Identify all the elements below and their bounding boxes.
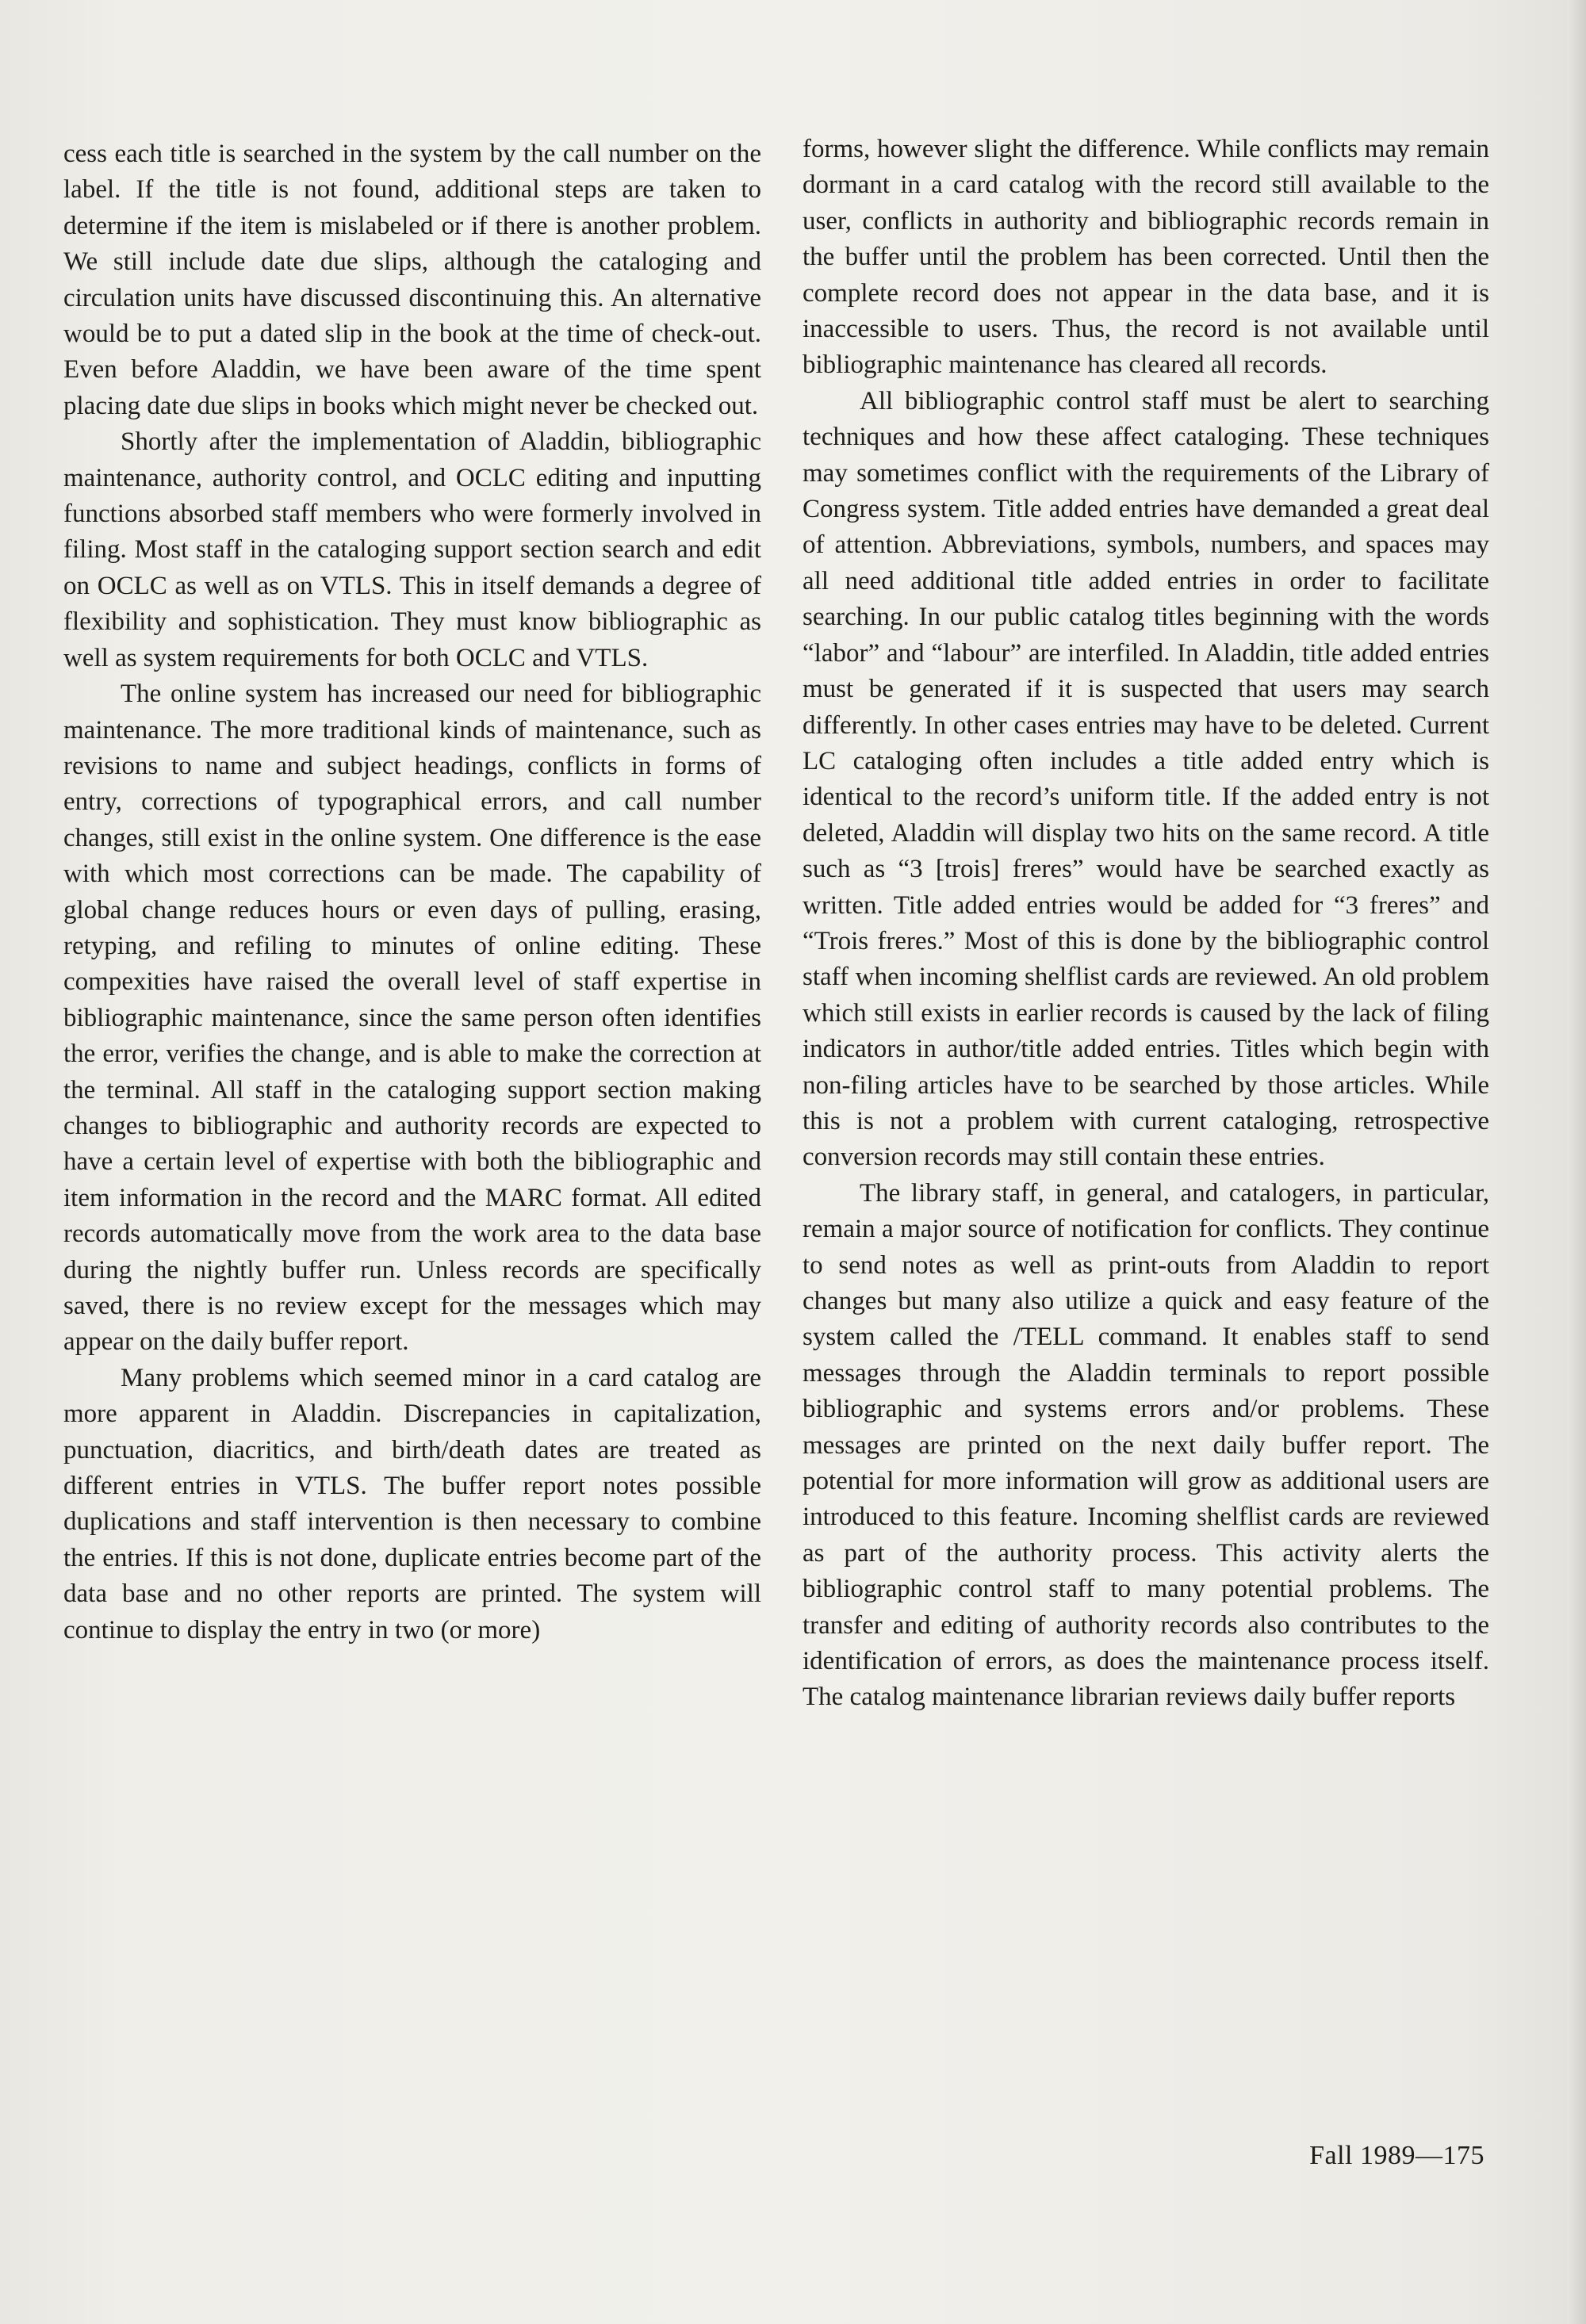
paragraph: The library staff, in general, and catalogers, in particular, remain a major source of notification for conflicts. They continue to send notes as well as print-outs from Aladdin to report changes but many also utilize a quick and easy feature of the system called the /TELL command. It enables staff to send messages through the Aladdin terminals to report possible bibliographic and systems errors and/or problems. These messages are printed on the next daily buffer report. The potential for more information will grow as additional users are introduced to this feature. Incoming shelflist cards are reviewed as part of the authority process. This activity alerts the bibliographic control staff to many potential problems. The transfer and editing of authority records also contributes to the identification of errors, as does the maintenance process itself. The catalog maintenance librarian reviews daily buffer reports (803, 1178, 1489, 1712)
page-folio: Fall 1989—175 (1309, 2141, 1484, 2170)
paragraph: forms, however slight the difference. While conflicts may remain dormant in a card catalog with the record still available to the user, conflicts in authority and bibliographic records remain in the buffer until the problem has been corrected. Until then the complete record does not appear in the data base, and it is inaccessible to users. Thus, the record is not available until bibliographic maintenance has cleared all records. (803, 135, 1489, 380)
page-edge (1567, 0, 1586, 2324)
paragraph: Many problems which seemed minor in a card catalog are more apparent in Aladdin. Discrepancies in capitalization, punctuation, diacritics, and birth/death dates are treated as different entries in VTLS. The buffer report notes possible duplications and staff intervention is then necessary to combine the entries. If this is not done, duplicate entries become part of the data base and no other reports are printed. The system will continue to display the entry in two (or more) (63, 1363, 761, 1644)
left-column (63, 136, 761, 1648)
paragraph: All bibliographic control staff must be alert to searching techniques and how these affect cataloging. These techniques may sometimes conflict with the requirements of the Library of Congress system. Title added entries have demanded a great deal of attention. Abbreviations, symbols, numbers, and spaces may all need additional title added entries in order to facilitate searching. In our public catalog titles beginning with the words “labor” and “labour” are interfiled. In Aladdin, title added entries must be generated if it is suspected that users may search differently. In other cases entries may have to be deleted. Current LC cataloging often includes a title added entry which is identical to the record’s uniform title. If the added entry is not deleted, Aladdin will display two hits on the same record. A title such as “3 [trois] freres” would have be searched exactly as written. Title added entries would be added for “3 freres” and “Trois freres.” Most of this is done by the bibliographic control staff when incoming shelflist cards are reviewed. An old problem which still exists in earlier records is caused by the lack of filing indicators in author/title added entries. Titles which begin with non-filing articles have to be searched by those articles. While this is not a problem with current cataloging, retrospective conversion records may still contain these entries. (803, 386, 1489, 1172)
right-column (803, 132, 1489, 1716)
paragraph: cess each title is searched in the system by the call number on the label. If the title is not found, additional steps are taken to determine if the item is mislabeled or if there is another problem. We still include date due slips, although the cataloging and circulation units have discussed discontinuing this. An alternative would be to put a dated slip in the book at the time of check-out. Even before Aladdin, we have been aware of the time spent placing date due slips in books which might never be checked out. (63, 140, 761, 420)
paragraph: Shortly after the implementation of Aladdin, bibliographic maintenance, authority control, and OCLC editing and inputting functions absorbed staff members who were formerly involved in filing. Most staff in the cataloging support section search and edit on OCLC as well as on VTLS. This in itself demands a degree of flexibility and sophistication. They must know bibliographic as well as system requirements for both OCLC and VTLS. (63, 427, 761, 672)
paragraph: The online system has increased our need for bibliographic maintenance. The more traditional kinds of maintenance, such as revisions to name and subject headings, conflicts in forms of entry, corrections of typographical errors, and call number changes, still exist in the online system. One difference is the ease with which most corrections can be made. The capability of global change reduces hours or even days of pulling, erasing, retyping, and refiling to minutes of online editing. These compexities have raised the overall level of staff expertise in bibliographic maintenance, since the same person often identifies the error, verifies the change, and is able to make the correction at the terminal. All staff in the cataloging support section making changes to bibliographic and authority records are expected to have a certain level of expertise with both the bibliographic and item information in the record and the MARC format. All edited records automatically move from the work area to the data base during the nightly buffer run. Unless records are specifically saved, there is no review except for the messages which may appear on the daily buffer report. (63, 680, 761, 1357)
